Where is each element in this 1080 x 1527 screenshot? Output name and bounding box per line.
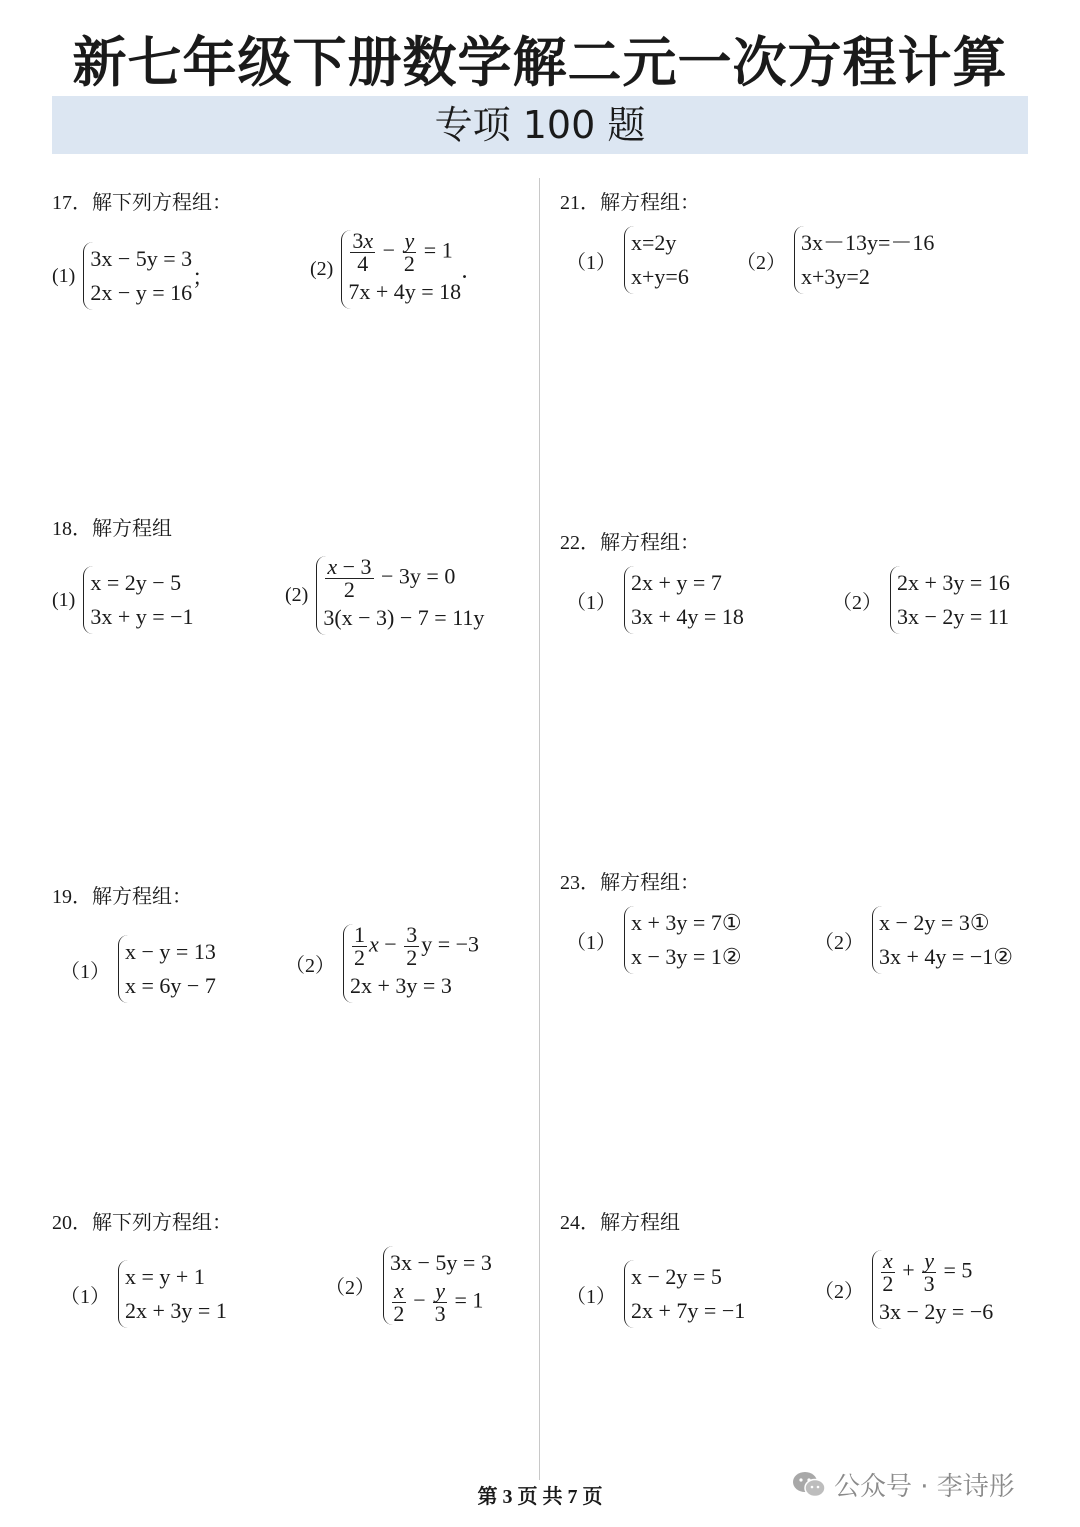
part-label: （1） [566, 1285, 616, 1308]
problem-20-system-1 [60, 1260, 227, 1328]
equation: 2x − y = 16 [90, 280, 193, 305]
equation: 3x + y = −1 [90, 604, 194, 629]
problem-21-system-2 [736, 226, 934, 294]
part-label: （1） [60, 960, 110, 983]
part-label: (2) [310, 258, 334, 280]
problem-19-system-1 [60, 935, 216, 1003]
problem-22-heading: 22．解方程组： [560, 532, 700, 554]
equation-brace [872, 906, 1013, 974]
equation-brace [794, 226, 934, 294]
equation: x+y=6 [631, 264, 689, 289]
equation-brace [383, 1246, 492, 1325]
equation: 3(x − 3) − 7 = 11y [323, 605, 485, 630]
problem-21-system-1 [566, 226, 689, 294]
part-label: （1） [566, 251, 616, 274]
equation-fraction: $\frac{1}{2}$ x − $\frac{3}{2}$ y = −3 [354, 922, 480, 970]
subtitle-banner [52, 96, 1028, 154]
problem-18-heading: 18．解方程组 [52, 518, 172, 540]
problem-17-system-1 [52, 242, 214, 310]
problem-21-heading: 21．解方程组： [560, 192, 700, 214]
part-label: (1) [52, 588, 76, 611]
equation: x = y + 1 [125, 1264, 205, 1289]
part-label: （1） [566, 931, 616, 954]
equation-fraction: $\frac{x}{2}$ − $\frac{y}{3}$ = 1 [393, 1278, 484, 1326]
punctuation: ． [461, 258, 484, 283]
part-label: （2） [832, 591, 882, 614]
equation: x − 2y = 5 [631, 1264, 722, 1289]
part-label: (2) [285, 584, 309, 606]
equation: 7x + 4y = 18 [348, 279, 462, 304]
equation-brace [316, 556, 484, 635]
problem-23-system-2 [814, 906, 1013, 974]
equation-brace [83, 242, 192, 310]
equation: x − 2y = 3① [879, 910, 990, 935]
equation: 2x + y = 7 [631, 570, 722, 595]
problem-23-system-1 [566, 906, 742, 974]
equation-brace [624, 906, 742, 974]
problem-20-system-2 [325, 1246, 492, 1325]
equation-brace [872, 1250, 993, 1329]
equation: x + 3y = 7① [631, 910, 742, 935]
part-label: （2） [814, 1281, 864, 1303]
equation-brace [118, 1260, 227, 1328]
equation: 3x − 2y = 11 [897, 604, 1009, 629]
page-number: 第 3 页 共 7 页 [477, 1486, 603, 1508]
problem-18 [52, 512, 532, 541]
problem-20-heading: 20．解下列方程组： [52, 1212, 232, 1234]
part-label: （2） [325, 1277, 375, 1299]
column-divider [539, 178, 540, 1480]
equation: x+3y=2 [801, 264, 870, 289]
problem-23 [560, 866, 1040, 895]
problem-20 [52, 1206, 532, 1235]
equation: x = 2y − 5 [90, 570, 182, 595]
equation: 3x − 5y = 3 [90, 246, 193, 271]
equation: x − y = 13 [125, 939, 216, 964]
part-label: （2） [285, 955, 335, 977]
equation: 2x + 3y = 3 [350, 973, 452, 998]
equation: 3x − 5y = 3 [390, 1250, 492, 1275]
equation-brace [343, 924, 479, 1003]
equation-brace [624, 226, 689, 294]
equation: x = 6y − 7 [125, 973, 216, 998]
problem-24-system-2 [814, 1250, 993, 1329]
punctuation: ； [192, 264, 215, 290]
problem-17 [52, 186, 532, 215]
part-label: （2） [814, 931, 864, 954]
problem-18-system-2 [285, 556, 484, 635]
equation-brace [890, 566, 1010, 634]
problem-19-heading: 19．解方程组： [52, 886, 192, 908]
part-label: （2） [736, 251, 786, 274]
problem-22-system-1 [566, 566, 744, 634]
problem-22 [560, 526, 1040, 555]
watermark-text: 公众号 · 李诗彤 [834, 1472, 1015, 1502]
problem-19 [52, 880, 532, 909]
part-label: (1) [52, 264, 76, 287]
problem-17-system-2 [310, 230, 483, 309]
wechat-icon [792, 1470, 826, 1500]
problem-24-heading: 24．解方程组 [560, 1212, 680, 1234]
equation-brace [118, 935, 216, 1003]
equation: 3x − 2y = −6 [879, 1299, 994, 1324]
equation-brace [624, 566, 744, 634]
equation: 3x + 4y = 18 [631, 604, 744, 629]
equation: 3x + 4y = −1② [879, 944, 1013, 969]
page-title: 新七年级下册数学解二元一次方程计算 [72, 31, 1008, 94]
equation-fraction: $\frac{x - 3}{2}$ − 3y = 0 [327, 554, 456, 602]
equation-brace [624, 1260, 745, 1328]
part-label: （1） [60, 1285, 110, 1308]
problem-19-system-2 [285, 924, 479, 1003]
problem-23-heading: 23．解方程组： [560, 872, 700, 894]
subtitle: 专项 100 题 [434, 103, 646, 147]
equation-brace [341, 230, 461, 309]
equation: 3x－13y=－16 [801, 230, 935, 255]
problem-24-system-1 [566, 1260, 745, 1328]
problem-22-system-2 [832, 566, 1010, 634]
equation: 2x + 7y = −1 [631, 1298, 746, 1323]
equation: x − 3y = 1② [631, 944, 742, 969]
part-label: （1） [566, 591, 616, 614]
problem-24 [560, 1206, 1040, 1235]
problem-18-system-1 [52, 566, 194, 634]
problem-21 [560, 186, 1040, 215]
equation: 2x + 3y = 16 [897, 570, 1010, 595]
equation: 2x + 3y = 1 [125, 1298, 227, 1323]
equation-brace [83, 566, 193, 634]
problem-17-heading: 17．解下列方程组： [52, 192, 232, 214]
equation-fraction: $\frac{x}{2}$ + $\frac{y}{3}$ = 5 [882, 1248, 973, 1296]
watermark [792, 1466, 1015, 1503]
equation-fraction: $\frac{3x}{4}$ − $\frac{y}{2}$ = 1 [352, 228, 453, 276]
equation: x=2y [631, 230, 677, 255]
